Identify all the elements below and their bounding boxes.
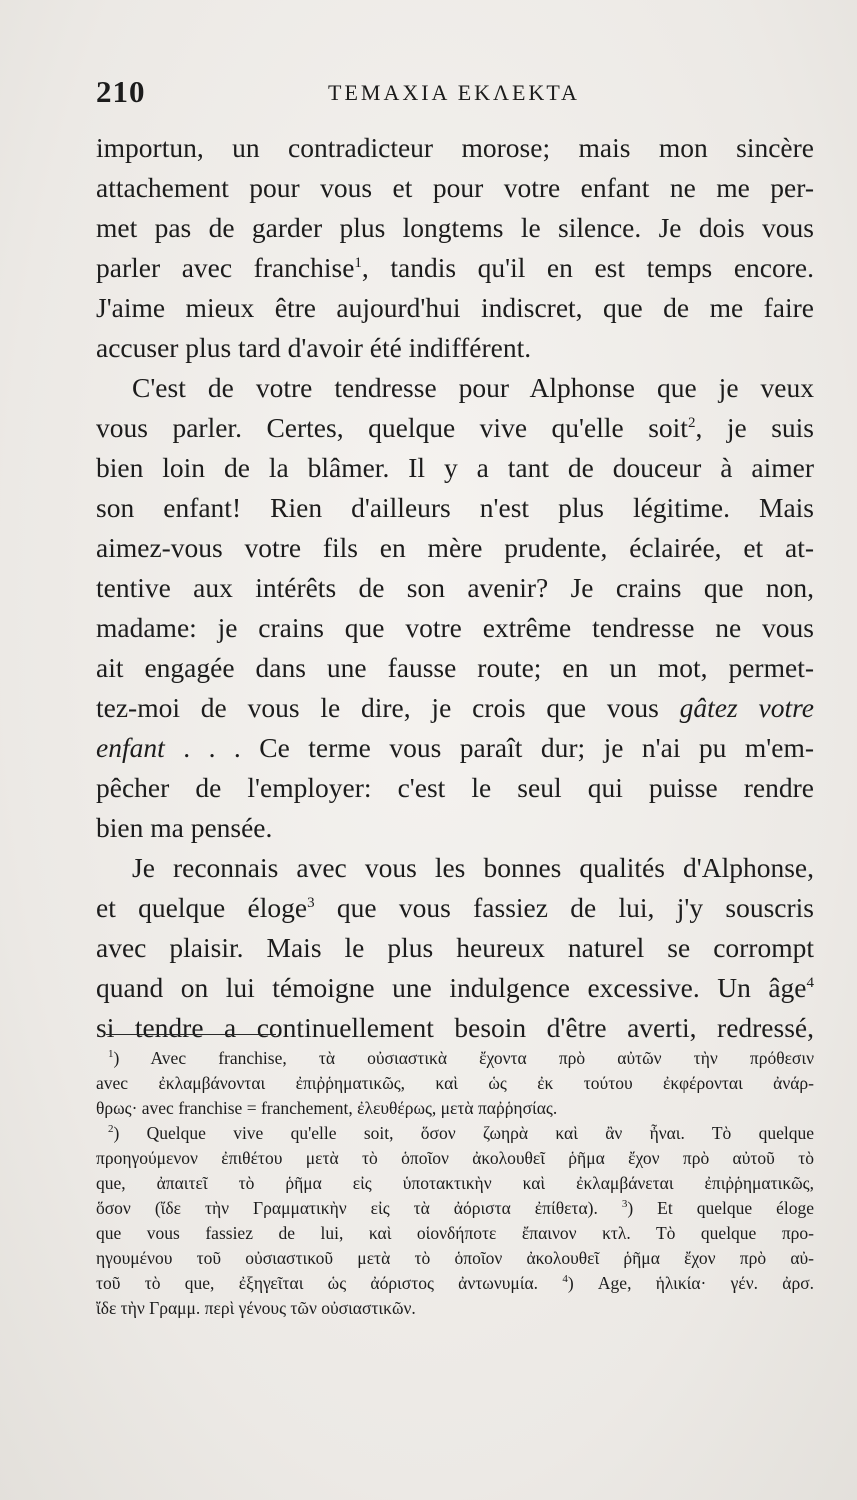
main-text (96, 128, 814, 1048)
text-line (96, 408, 814, 448)
footnote-ref: 3 (307, 894, 315, 911)
text-line: J'aime mieux être aujourd'hui indiscret, que de me faire (96, 292, 814, 323)
footnote-fragment: ) Avec franchise, τὰ οὐσιαστικὰ ἔχοντα πρὸ αὐτῶν τὴν πρόθεσιν (113, 1048, 814, 1068)
text-line (96, 888, 814, 928)
footnote-divider (106, 1034, 276, 1035)
text-line: C'est de votre tendresse pour Alphonse que je veux (132, 372, 814, 403)
text-fragment: quand on lui témoigne une indulgence excessive. Un âge (96, 972, 807, 1003)
text-fragment: tez-moi de vous le dire, je crois que vous (96, 692, 680, 723)
text-line: importun, un contradicteur morose; mais mon sincère (96, 132, 814, 163)
text-fragment: , tandis qu'il en est temps encore. (361, 252, 814, 283)
text-line: aimez-vous votre fils en mère prudente, éclairée, et at- (96, 532, 814, 563)
text-line: attachement pour vous et pour votre enfant ne me per- (96, 172, 814, 203)
page-header (96, 74, 812, 114)
italic-phrase: enfant (96, 732, 165, 763)
footnote-line: que, ἀπαιτεῖ τὸ ῥῆμα εἰς ὑποτακτικὴν καὶ ἐκλαμβάνεται ἐπιῤῥηματικῶς, (96, 1173, 814, 1193)
footnote-fragment: ) Et quelque éloge (627, 1198, 815, 1218)
text-line: bien loin de la blâmer. Il y a tant de douceur à aimer (96, 452, 814, 483)
footnotes (96, 1046, 814, 1321)
text-fragment: que vous fassiez de lui, j'y souscris (314, 892, 814, 923)
footnote-line: ηγουμένου τοῦ οὐσιαστικοῦ μετὰ τὸ ὁποῖον ἀκολουθεῖ ῥῆμα ἔχον πρὸ αὐ- (96, 1248, 814, 1268)
footnote-fragment: τοῦ τὸ que, ἐξηγεῖται ὡς ἀόριστος ἀντωνυμία. (96, 1273, 539, 1293)
footnote-ref: 1 (354, 254, 362, 271)
footnote-line: avec ἐκλαμβάνονται ἐπιῤῥηματικῶς, καὶ ὡς ἐκ τούτου ἐκφέρονται ἀνάρ- (96, 1073, 814, 1093)
text-fragment: . . . Ce terme vous paraît dur; je n'ai pu m'em- (164, 732, 814, 763)
footnote-mark: 2 (108, 1123, 114, 1136)
footnote-line: θρως· avec franchise = franchement, ἐλευθέρως, μετὰ παῤῥησίας. (96, 1098, 558, 1118)
footnote-ref: 2 (687, 414, 696, 431)
footnote-line (96, 1046, 814, 1071)
text-line: son enfant! Rien d'ailleurs n'est plus légitime. Mais (96, 492, 814, 523)
text-fragment: parler avec franchise (96, 252, 355, 283)
footnote-mark: 3 (621, 1198, 628, 1211)
footnote-line (96, 1196, 814, 1221)
text-fragment: vous parler. Certes, quelque vive qu'elle soit (96, 412, 688, 443)
footnote-line: προηγούμενον ἐπιθέτου μετὰ τὸ ὁποῖον ἀκολουθεῖ ῥῆμα ἔχον πρὸ αὐτοῦ τὸ (96, 1148, 814, 1168)
footnote-fragment: ὅσον (ἴδε τὴν Γραμματικὴν εἰς τὰ ἀόριστα ἐπίθετα). (96, 1198, 598, 1218)
text-line (96, 688, 814, 728)
text-fragment: et quelque éloge (96, 892, 308, 923)
text-fragment: , je suis (695, 412, 815, 443)
footnote-ref: 4 (806, 974, 814, 991)
text-line (96, 728, 814, 768)
text-line: ait engagée dans une fausse route; en un mot, permet- (96, 652, 814, 683)
footnote-line (96, 1121, 814, 1146)
text-line (96, 248, 814, 288)
footnote-line: ἴδε τὴν Γραμμ. περὶ γένους τῶν οὐσιαστικῶν. (96, 1298, 416, 1318)
footnote-fragment: ) Age, ἡλικία· γέν. ἀρσ. (567, 1273, 815, 1293)
text-line: pêcher de l'employer: c'est le seul qui puisse rendre (96, 772, 814, 803)
text-line: si tendre a continuellement besoin d'être averti, redressé, (96, 1012, 814, 1043)
text-line: Je reconnais avec vous les bonnes qualités d'Alphonse, (132, 852, 814, 883)
footnote-mark: 1 (108, 1048, 114, 1061)
text-line: tentive aux intérêts de son avenir? Je crains que non, (96, 572, 814, 603)
text-line (96, 968, 814, 1008)
running-head: ΤΕΜΑΧΙΑ ΕΚΛΕΚΤΑ (328, 80, 580, 105)
footnote-line (96, 1271, 814, 1296)
footnote-mark: 4 (562, 1273, 568, 1286)
text-line: madame: je crains que votre extrême tendresse ne vous (96, 612, 814, 643)
italic-phrase: gâtez votre (679, 692, 814, 723)
text-line: bien ma pensée. (96, 812, 273, 843)
text-line: avec plaisir. Mais le plus heureux naturel se corrompt (96, 932, 814, 963)
footnote-fragment: ) Quelque vive qu'elle soit, ὅσον ζωηρὰ καὶ ἂν ἦναι. Τὸ quelque (113, 1123, 814, 1143)
text-line: accuser plus tard d'avoir été indifférent. (96, 332, 532, 363)
text-line: met pas de garder plus longtems le silence. Je dois vous (96, 212, 814, 243)
page-number: 210 (96, 74, 146, 109)
footnote-line: que vous fassiez de lui, καὶ οἱονδήποτε ἔπαινον κτλ. Τὸ quelque προ- (96, 1223, 814, 1243)
